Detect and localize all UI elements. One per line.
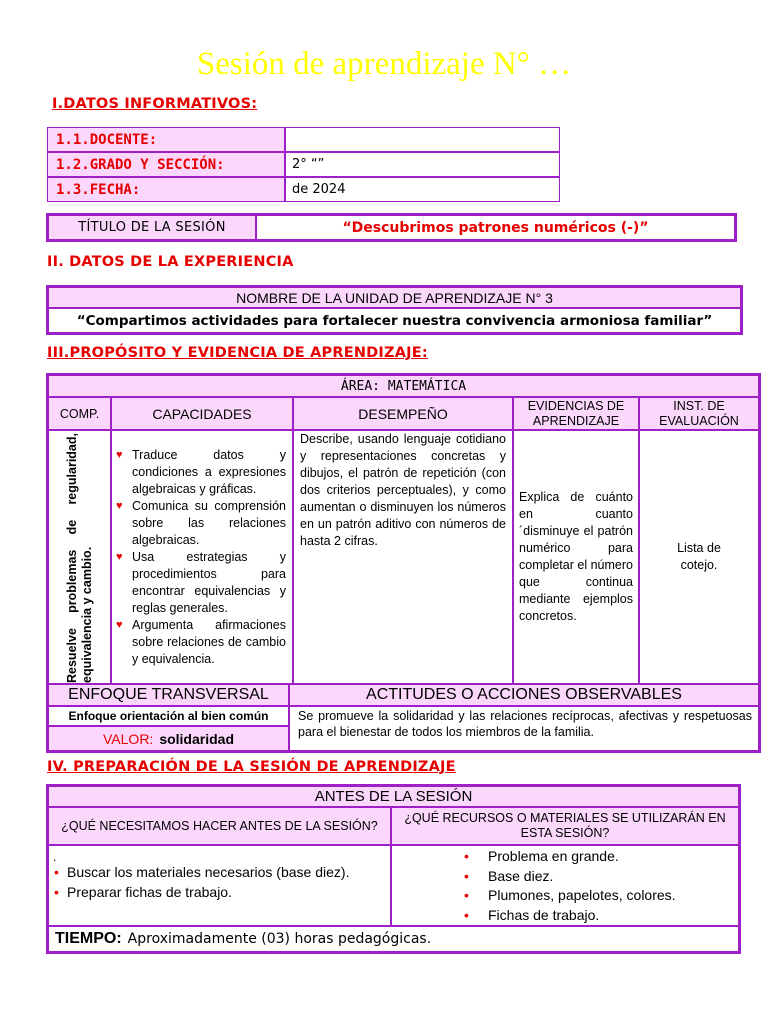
col2-header: ¿QUÉ RECURSOS O MATERIALES SE UTILIZARÁN EN ESTA SESIÓN?: [391, 807, 739, 845]
fecha-value: de 2024: [285, 177, 560, 202]
grado-label: 1.2.GRADO Y SECCIÓN:: [47, 152, 285, 177]
fecha-label: 1.3.FECHA:: [47, 177, 285, 202]
list-item: • Base diez.: [460, 867, 734, 887]
competencia-text: [65, 433, 95, 683]
heart-bullet-icon: ♥: [116, 619, 123, 631]
bullet-icon: •: [464, 906, 469, 923]
bullet-icon: •: [464, 848, 469, 864]
tiempo-value: Aproximadamente (03) horas pedagógicas.: [127, 931, 432, 947]
bullet-icon: •: [54, 864, 59, 880]
tiempo-label: TIEMPO:: [55, 930, 122, 947]
capacidad-item: ♥ Usa estrategias y procedimientos para encontrar equivalencias y reglas generales.: [116, 550, 286, 615]
evidencia-cell: Explica de cuánto en cuanto ´disminuye el patrón numérico para completar el número que continua mediante ejemplos concretos.: [513, 430, 639, 684]
bullet-icon: •: [54, 884, 59, 900]
actitudes-header: ACTITUDES O ACCIONES OBSERVABLES: [289, 684, 759, 706]
valor-row: [48, 726, 289, 751]
section-3-heading: III.PROPÓSITO Y EVIDENCIA DE APRENDIZAJE:: [47, 345, 428, 361]
list-item: • Buscar los materiales necesarios (base diez).: [54, 864, 350, 880]
tiempo-row: [48, 926, 739, 952]
antes-header: ANTES DE LA SESIÓN: [48, 786, 739, 807]
col-desempeno: DESEMPEÑO: [293, 397, 513, 430]
col2-cell: [391, 845, 739, 926]
instrumento-cell: Lista de cotejo.: [639, 430, 759, 684]
session-title-value: “Descubrimos patrones numéricos (-)”: [256, 215, 735, 240]
valor-value: solidaridad: [159, 730, 234, 747]
col-instrumento: INST. DE EVALUACIÓN: [639, 397, 759, 430]
session-title-label: TÍTULO DE LA SESIÓN: [48, 215, 256, 240]
competencia-line-2: equivalencia y cambio.: [80, 546, 94, 683]
list-item: • Preparar fichas de trabajo.: [54, 884, 232, 900]
bullet-icon: •: [464, 867, 469, 884]
desempeno-cell: Describe, usando lenguaje cotidiano y representaciones concretas y dibujos, el patrón de repetición (con dos criterios perceptuales), y como aumentan o disminuyen los números en un patrón aditivo con números de hasta 2 cifras.: [293, 430, 513, 684]
col1-header: ¿QUÉ NECESITAMOS HACER ANTES DE LA SESIÓN?: [48, 807, 391, 845]
grado-value: 2° “”: [285, 152, 560, 177]
capacidad-item: ♥ Argumenta afirmaciones sobre relaciones de cambio y equivalencia.: [116, 618, 286, 666]
col-evidencias: EVIDENCIAS DE APRENDIZAJE: [513, 397, 639, 430]
col-comp: COMP.: [48, 397, 111, 430]
docente-value: [285, 127, 560, 152]
capacidad-item: ♥ Comunica su comprensión sobre las relaciones algebraicas.: [116, 499, 286, 547]
enfoque-header: ENFOQUE TRANSVERSAL: [48, 684, 289, 706]
unit-header: NOMBRE DE LA UNIDAD DE APRENDIZAJE N° 3: [48, 287, 741, 308]
capacidad-item: ♥ Traduce datos y condiciones a expresiones algebraicas y gráficas.: [116, 448, 286, 496]
col1-dot: .: [53, 850, 57, 864]
actitudes-text: Se promueve la solidaridad y las relaciones recíprocas, afectivas y respetuosas para el bienestar de todos los miembros de la familia.: [289, 706, 759, 751]
list-item: • Problema en grande.: [460, 847, 734, 867]
enfoque-name: Enfoque orientación al bien común: [48, 706, 289, 726]
list-item: • Plumones, papelotes, colores.: [460, 886, 734, 906]
competencia-line-1: Resuelve problemas de regularidad,: [65, 433, 79, 683]
unit-name: “Compartimos actividades para fortalecer nuestra convivencia armoniosa familiar”: [48, 308, 741, 333]
section-4-heading: IV. PREPARACIÓN DE LA SESIÓN DE APRENDIZAJE: [47, 759, 456, 775]
competencia-cell: [48, 430, 111, 684]
heart-bullet-icon: ♥: [116, 551, 123, 563]
heart-bullet-icon: ♥: [116, 500, 123, 512]
section-2-heading: II. DATOS DE LA EXPERIENCIA: [47, 254, 294, 270]
valor-label: VALOR:: [103, 730, 154, 747]
area-header: ÁREA: MATEMÁTICA: [48, 375, 759, 397]
bullet-icon: •: [464, 887, 469, 903]
capacidades-cell: [111, 430, 293, 684]
section-1-heading: I.DATOS INFORMATIVOS:: [52, 96, 258, 112]
col1-cell: [48, 845, 391, 926]
list-item: • Fichas de trabajo.: [460, 906, 734, 926]
docente-label: 1.1.DOCENTE:: [47, 127, 285, 152]
col-capacidades: CAPACIDADES: [111, 397, 293, 430]
page-title: Sesión de aprendizaje N° …: [196, 46, 572, 82]
heart-bullet-icon: ♥: [116, 449, 123, 461]
